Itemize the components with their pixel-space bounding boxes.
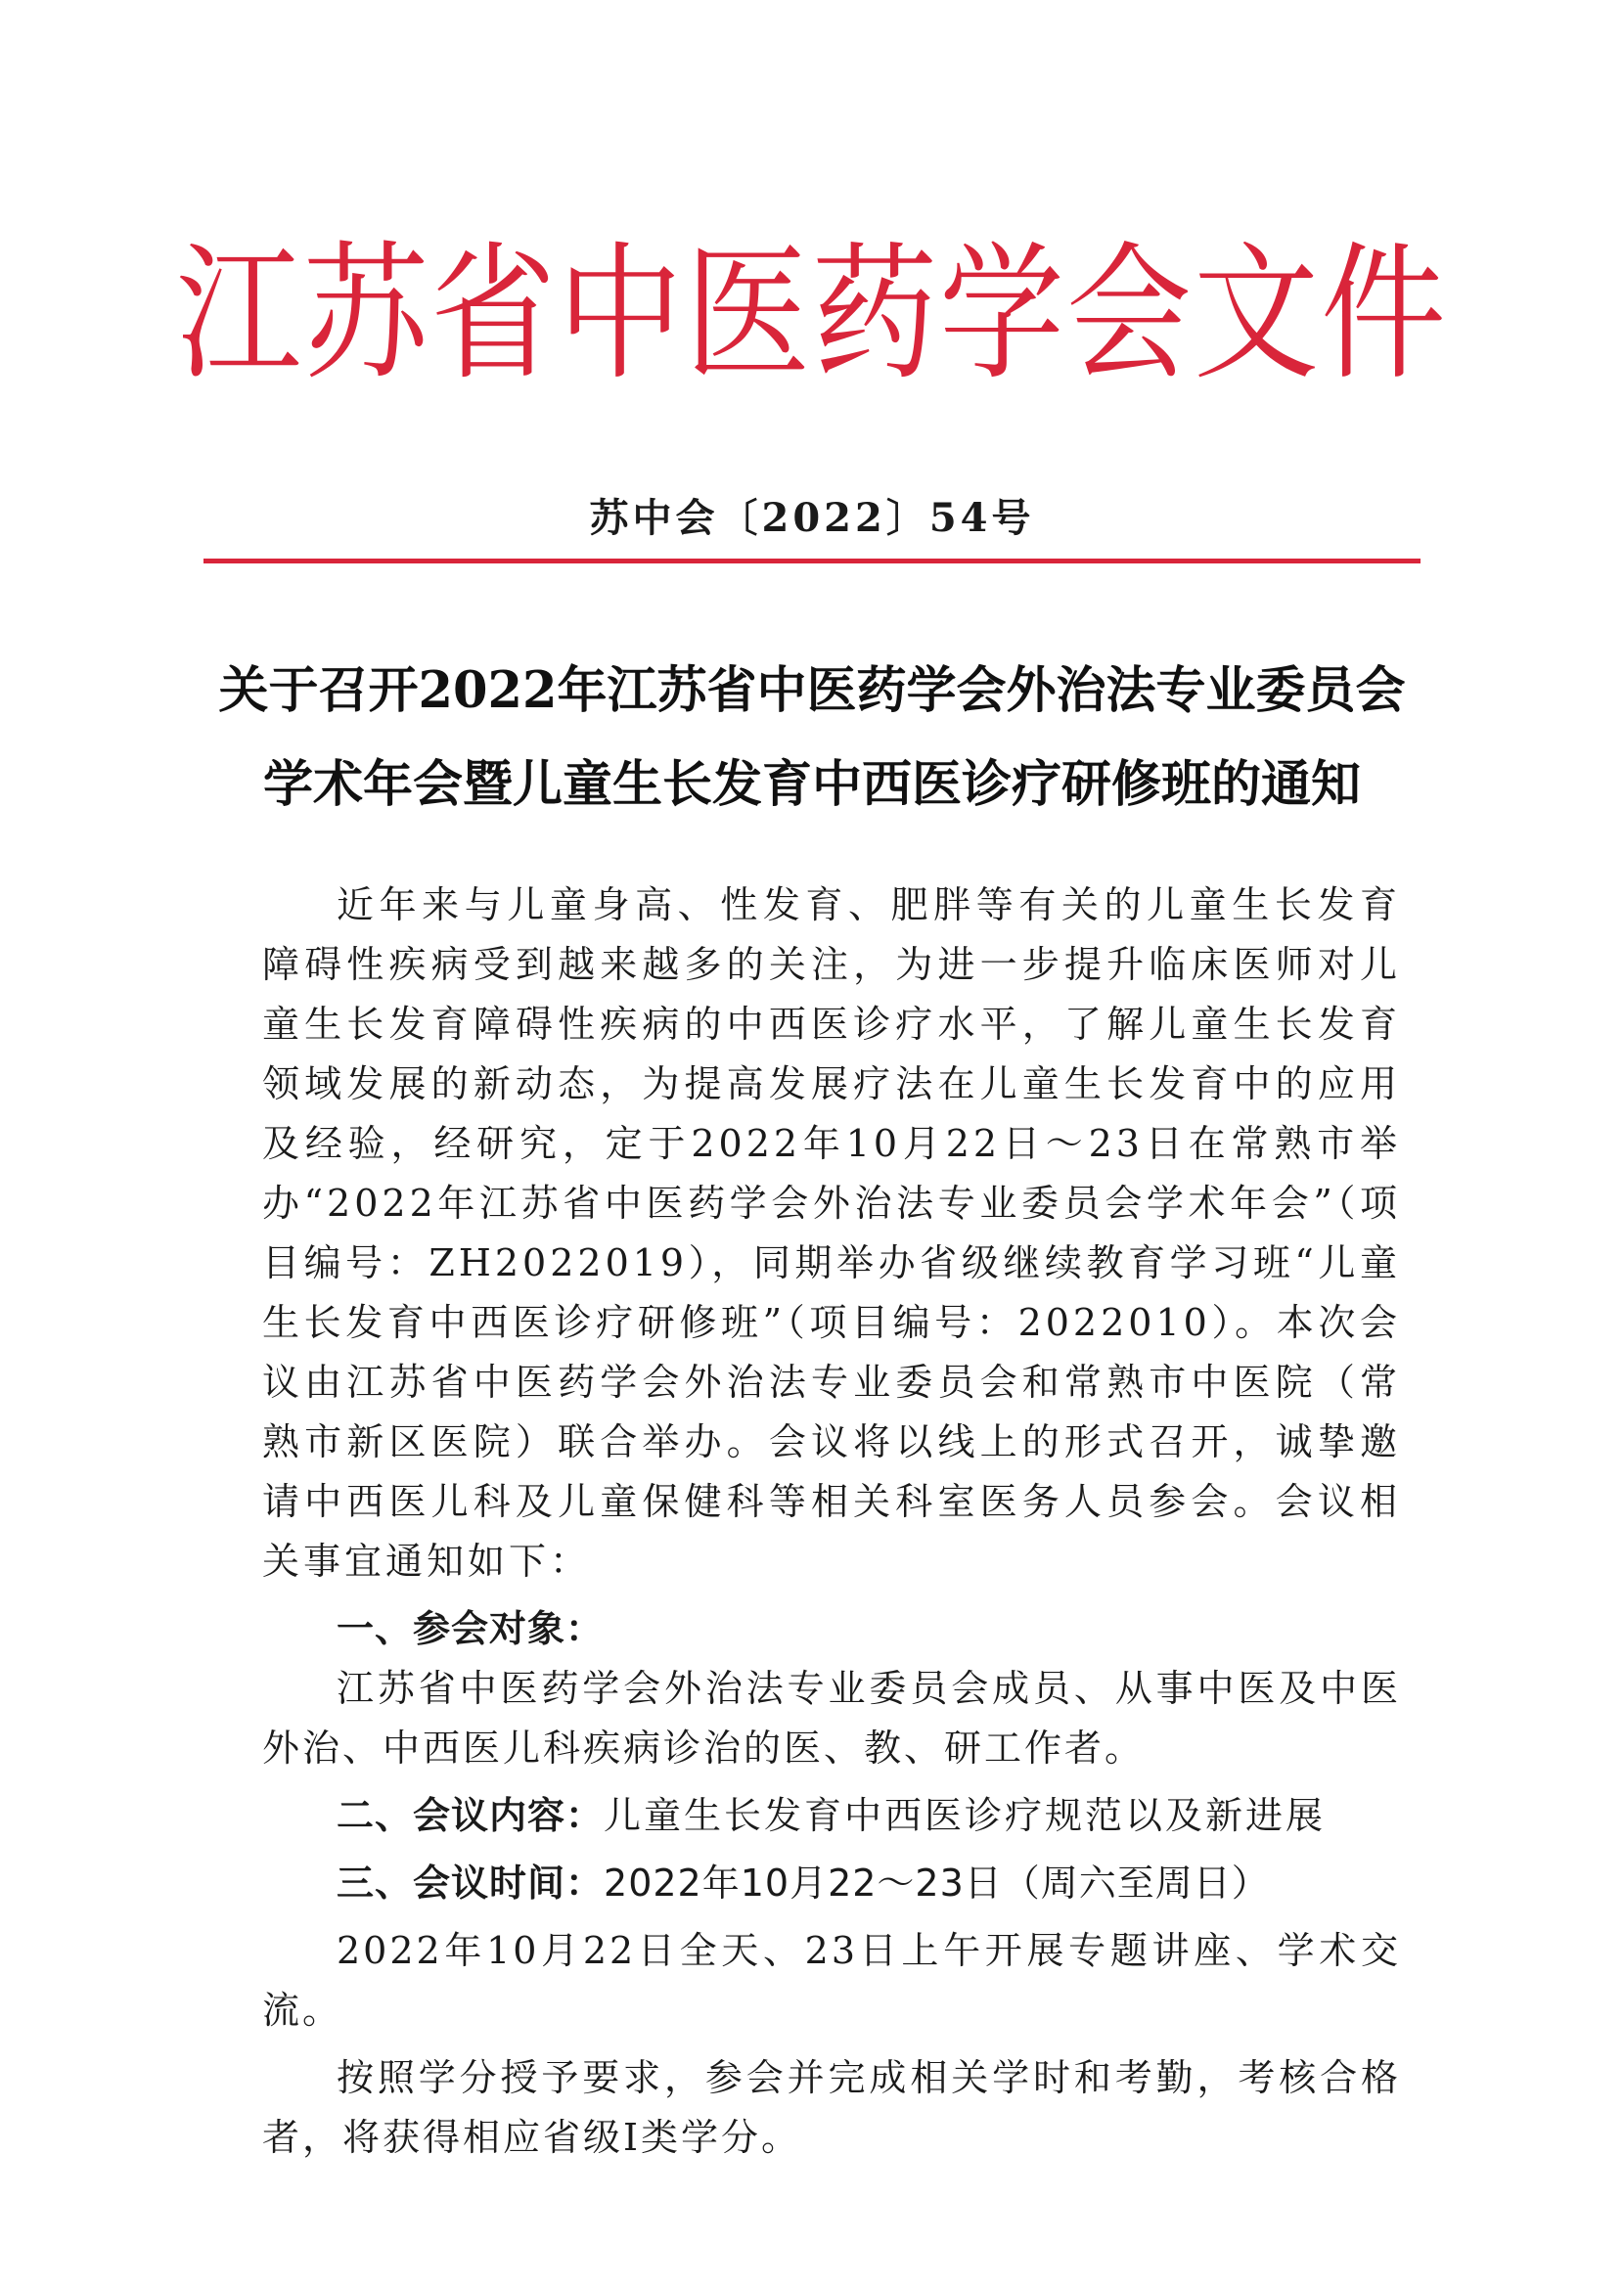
section-participants-content: 江苏省中医药学会外治法专业委员会成员、从事中医及中医外治、中西医儿科疾病诊治的医、教、研工作者。 [262, 1667, 1401, 1770]
section-heading: 二、会议内容： [337, 1794, 605, 1837]
section-time [262, 1854, 1401, 1913]
red-divider-line [203, 559, 1421, 563]
intro-paragraph: 近年来与儿童身高、性发育、肥胖等有关的儿童生长发育障碍性疾病受到越来越多的关注，为进一步提升临床医师对儿童生长发育障碍性疾病的中西医诊疗水平，了解儿童生长发育领域发展的新动态，为提高发展疗法在儿童生长发育中的应用及经验，经研究，定于2022年10月22日～23日在常熟市举办“2022年江苏省中医药学会外治法专业委员会学术年会”（项目编号：ZH2022019），同期举办省级继续教育学习班“儿童生长发育中西医诊疗研修班”（项目编号：2022010）。本次会议由江苏省中医药学会外治法专业委员会和常熟市中医院（常熟市新区医院）联合举办。会议将以线上的形式召开，诚挚邀请中西医儿科及儿童保健科等相关科室医务人员参会。会议相关事宜通知如下： [262, 883, 1401, 1583]
section-time-detail-credits: 按照学分授予要求，参会并完成相关学时和考勤，考核合格者，将获得相应省级Ⅰ类学分。 [262, 2056, 1401, 2159]
notice-body [262, 875, 1401, 2168]
section-time-detail-schedule: 2022年10月22日全天、23日上午开展专题讲座、学术交流。 [262, 1929, 1401, 2032]
document-number: 苏中会〔2022〕54号 [589, 495, 1035, 541]
document-header-title: 江苏省中医药学会文件 [175, 228, 1448, 401]
section-heading: 一、参会对象： [337, 1607, 605, 1650]
section-participants-heading [262, 1599, 1401, 1659]
section-heading: 三、会议时间： [337, 1862, 605, 1905]
section-content-text: 儿童生长发育中西医诊疗规范以及新进展 [604, 1794, 1327, 1837]
notice-title-line-2: 学术年会暨儿童生长发育中西医诊疗研修班的通知 [262, 755, 1361, 814]
section-time-value: 2022年10月22～23日（周六至周日） [604, 1862, 1270, 1905]
notice-title-line-1: 关于召开2022年江苏省中医药学会外治法专业委员会 [218, 661, 1406, 720]
notice-title [0, 644, 1624, 831]
section-content [262, 1786, 1401, 1846]
